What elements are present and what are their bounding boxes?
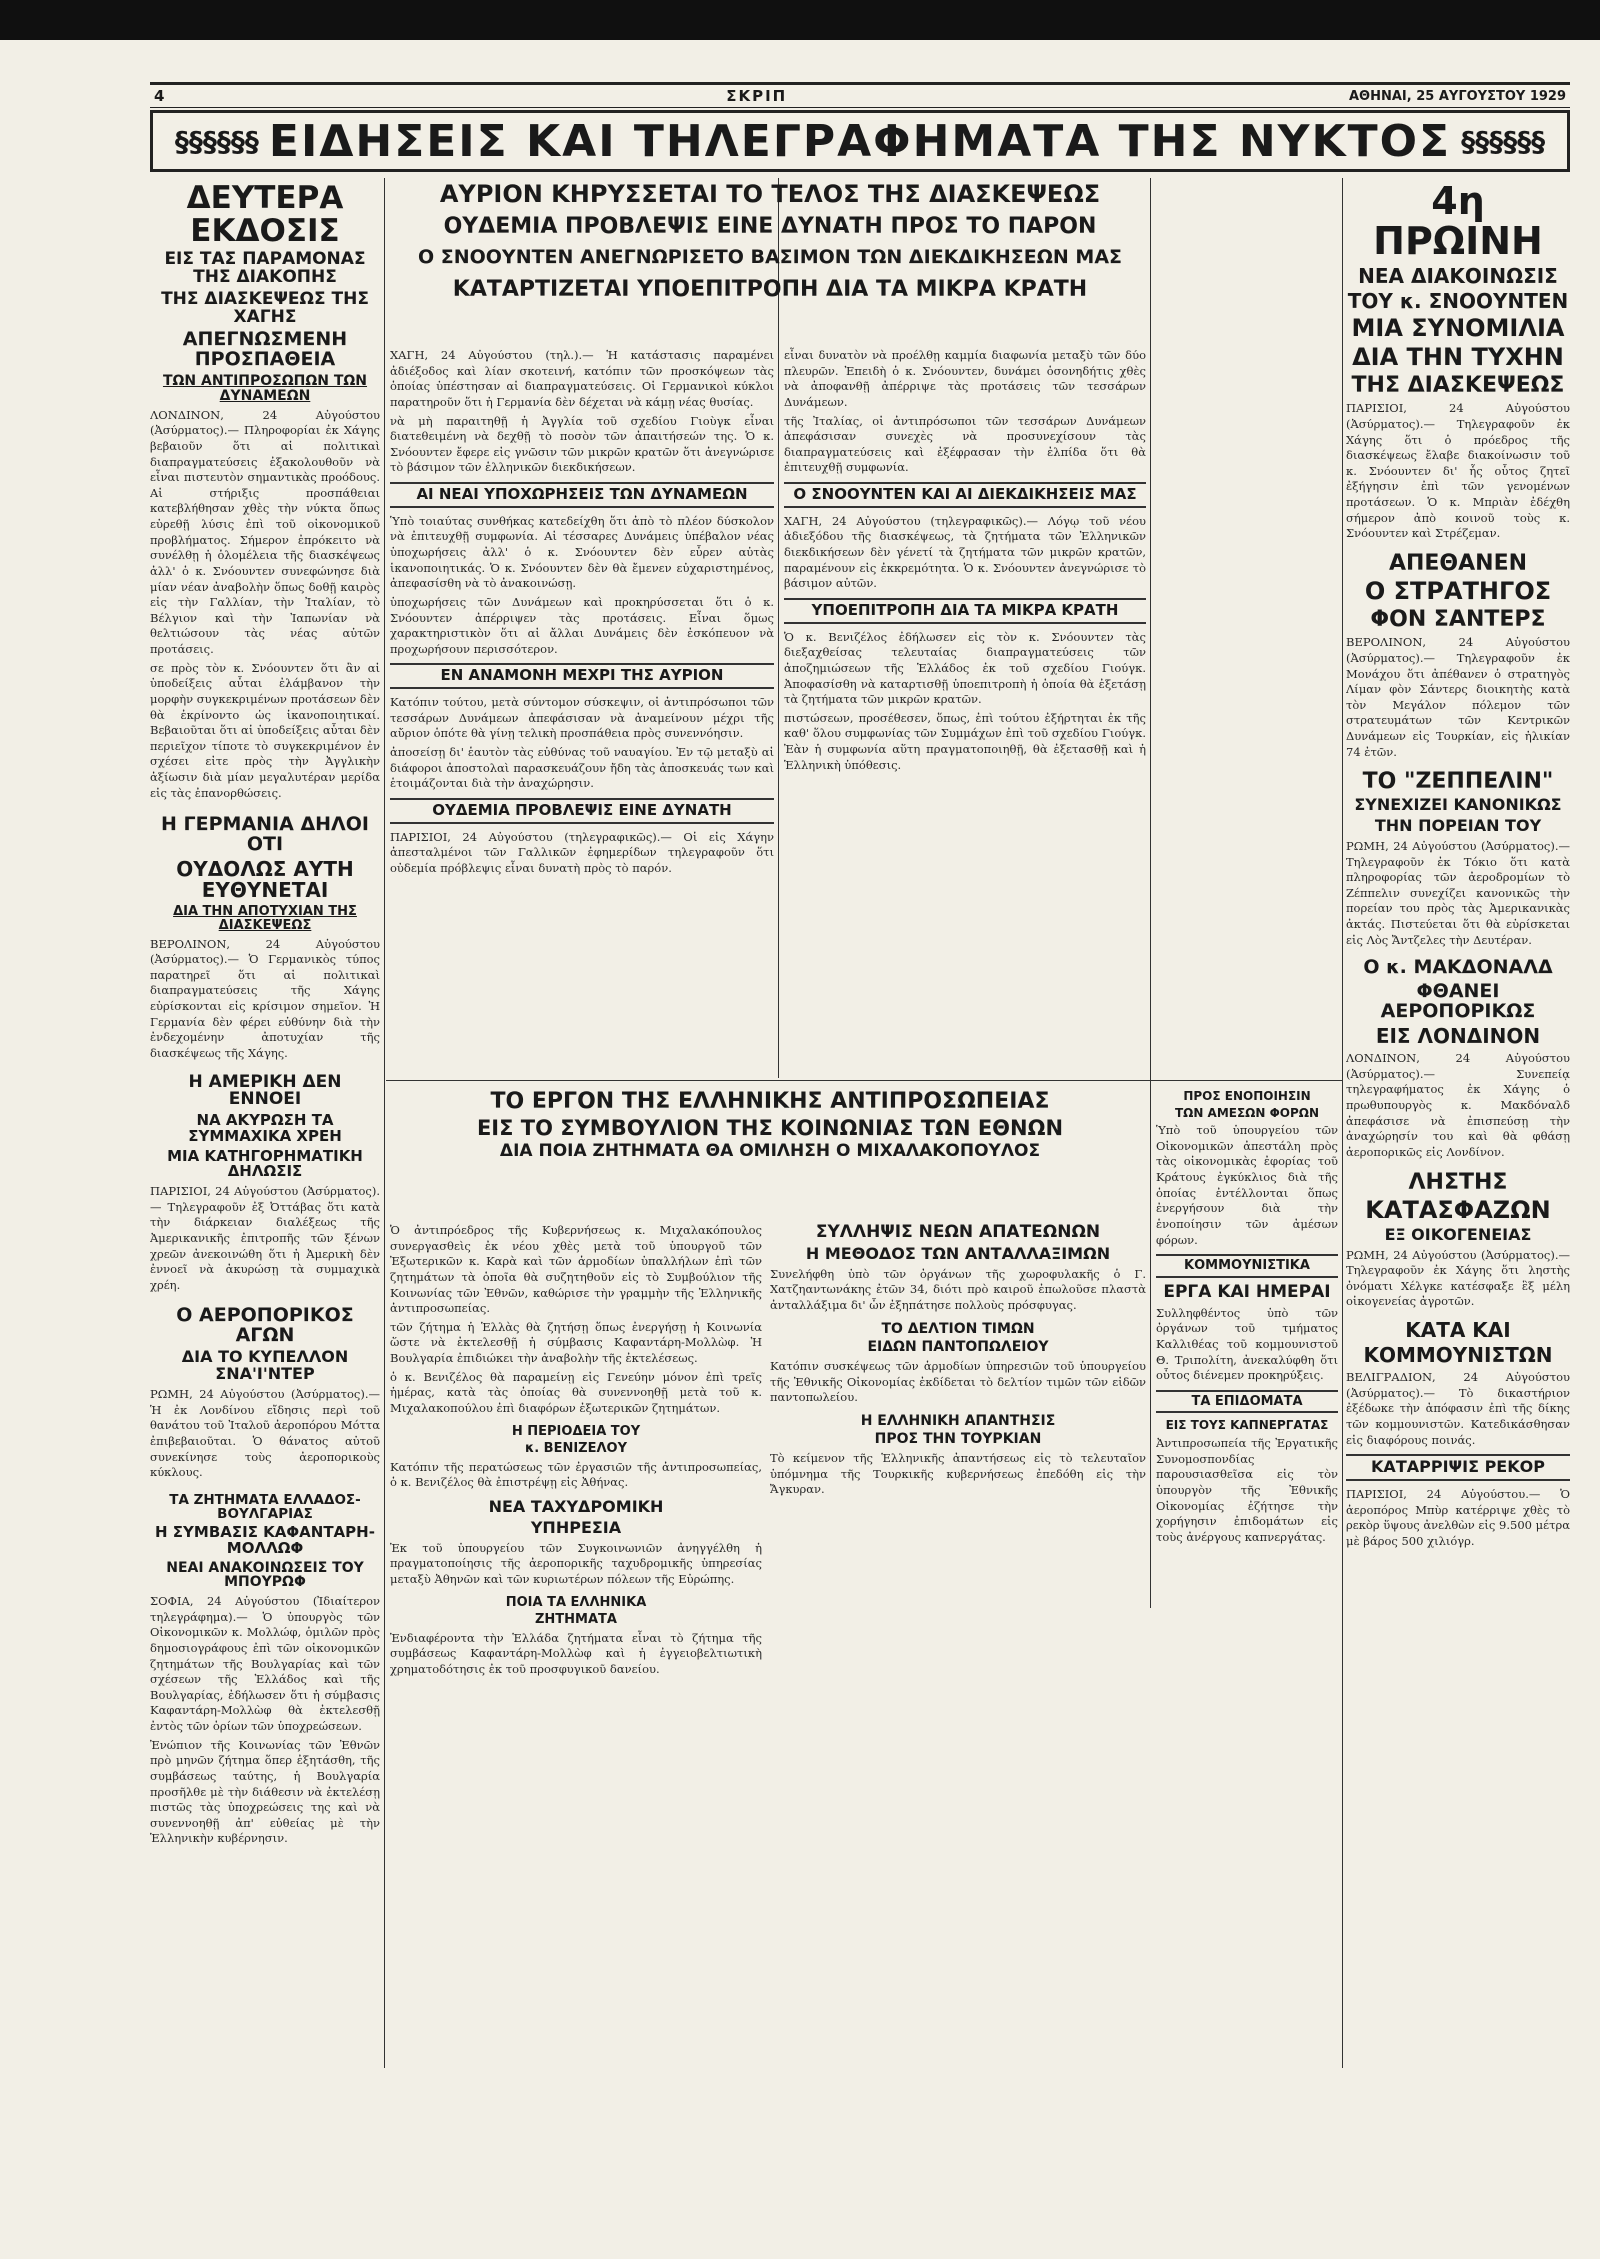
headline: Ο ΣΤΡΑΤΗΓΟΣ <box>1364 576 1552 605</box>
headline: Ο ΣΝΟΟΥΝΤΕΝ ΑΝΕΓΝΩΡΙΣΕΤΟ ΒΑΣΙΜΟΝ ΤΩΝ ΔΙΕΚΔΙΚΗΣΕΩΝ ΜΑΣ <box>417 246 1123 269</box>
headline: ΕΞ ΟΙΚΟΓΕΝΕΙΑΣ <box>1384 1224 1532 1244</box>
page-number: 4 <box>154 87 165 105</box>
headline: ΤΗΣ ΔΙΑΣΚΕΨΕΩΣ <box>1351 373 1565 399</box>
article-text: ΡΩΜΗ, 24 Αὐγούστου (Ἀσύρματος).— Τηλεγραφοῦν ἐκ Χάγης ὅτι ληστὴς ὀνόματι Χέλγκε κατέσφαξε ἓξ μέλη οἰκογενείας ἀγροτῶν. <box>1346 1247 1570 1309</box>
headline: Ο ΣΝΟΟΥΝΤΕΝ ΚΑΙ ΑΙ ΔΙΕΚΔΙΚΗΣΕΙΣ ΜΑΣ <box>784 482 1146 508</box>
article-text: ΣΟΦΙΑ, 24 Αὐγούστου (Ἰδιαίτερον τηλεγράφημα).— Ὁ ὑπουργὸς τῶν Οἰκονομικῶν κ. Μολλώφ, ὁμιλῶν πρὸς δημοσιογράφους ἐπὶ τῶν οἰκονομικῶν ζητημάτων τῆς Βουλγαρίας καὶ τῶν σχέσεων τῆς Ἑλλάδος καὶ τῆς Βουλγαρίας, ἐδήλωσεν ὅτι ἡ σύμβασις Καφαντάρη-Μολλὼφ θὰ ἐκτελεσθῇ ἐντὸς τῶν ὁρίων τῶν ὑποχρεώσεων. <box>150 1594 380 1733</box>
article-text: ἀποσείσῃ δι' ἑαυτὸν τὰς εὐθύνας τοῦ ναυαγίου. Ἐν τῷ μεταξὺ αἱ διάφοροι ἀποστολαὶ παρασκευάζουν ἤδη τὰς ἀποσκευάς των καὶ ἑτοιμάζονται διὰ τὴν ἀναχώρησιν. <box>390 745 774 791</box>
article-text: Κατόπιν τούτου, μετὰ σύντομον σύσκεψιν, οἱ ἀντιπρόσωποι τῶν τεσσάρων Δυνάμεων ἀπεφάσισαν νὰ ἀναμείνουν μέχρι τῆς αὔριον ὁπότε θὰ γίνῃ τελικὴ προσπάθεια πρὸς συνεννόησιν. <box>390 695 774 741</box>
column-3-lower <box>1156 1086 1338 2066</box>
article-text: σε πρὸς τὸν κ. Σνόουντεν ὅτι ἂν αἱ ὑποδείξεις αὗται ἐλάμβανον τὴν μορφὴν συγκεκριμένων προτάσεων δὲν θὰ ἐκρίνοντο ὡς ἱκανοποιητικαί. Βεβαιοῦται ὅτι αἱ ὑποδείξεις αὗται δὲν περιεῖχον τίποτε τὸ συγκεκριμένον ἐν σχέσει εἰτε πρὸς τὴν Ἀγγλικὴν ἀξίωσιν διὰ μίαν μεγαλυτέραν μερίδα εἰς τὰς ἐπανορθώσεις. <box>150 660 380 800</box>
headline: ΚΑΤΑΣΦΑΖΩΝ <box>1365 1195 1551 1224</box>
article-text: τῶν ζήτημα ἡ Ἑλλὰς θὰ ζητήσῃ ὅπως ἐνεργήσῃ ἡ Κοινωνία ὥστε νὰ ἐκτελεσθῇ ἡ σύμβασις Καφαντάρη-Μολλὼφ. Ἡ Βουλγαρία ἐπιδιώκει τὴν ἀναβολὴν τῆς ἐκτελέσεως. <box>390 1319 762 1365</box>
edition-label: ΔΕΥΤΕΡΑ ΕΚΔΟΣΙΣ <box>186 180 344 249</box>
article-text: Ἐκ τοῦ ὑπουργείου τῶν Συγκοινωνιῶν ἀνηγγέλθη ἡ πραγματοποίησις τῆς ἀεροπορικῆς ταχυδρομικῆς ὑπηρεσίας μεταξὺ Ἀθηνῶν καὶ τῶν κυριωτέρων πόλεων τῆς Εὐρώπης. <box>390 1540 762 1586</box>
article-text: ΧΑΓΗ, 24 Αὐγούστου (τηλεγραφικῶς).— Λόγῳ τοῦ νέου ἀδιεξόδου τῆς διασκέψεως, τὰ ζητήματα τῶν Ἑλληνικῶν διεκδικήσεων δὲν γένετί τὰ ζητήματα τῶν μικρῶν κρατῶν, παραμένουν εἰς ἐκκρεμότητα. Ὁ κ. Σνόουντεν ἀνεγνώρισε τὸ βάσιμον αὐτῶν. <box>784 513 1146 591</box>
headline: ΖΗΤΗΜΑΤΑ <box>535 1612 617 1628</box>
headline: ΤΟ ΔΕΛΤΙΟΝ ΤΙΜΩΝ <box>881 1320 1035 1337</box>
article-text: ΠΑΡΙΣΙΟΙ, 24 Αὐγούστου.— Ὁ ἀεροπόρος Μπὺρ κατέρριψε χθὲς τὸ ρεκὸρ ὕψους ἀνελθὼν εἰς 9.500 μέτρα μὲ βάρος 500 χιλιόγρ. <box>1346 1487 1570 1548</box>
column-rule <box>1150 178 1151 1608</box>
section-banner <box>150 110 1570 172</box>
article-text: ΒΕΛΙΓΡΑΔΙΟΝ, 24 Αὐγούστου (Ἀσύρματος).— Τὸ δικαστήριον ἐξέδωκε τὴν ἀπόφασιν ἐπὶ τῆς δίκης τῶν κομμουνιστῶν. Κατεδικάσθησαν εἰς διαφόρους ποινάς. <box>1346 1370 1570 1447</box>
masthead <box>150 82 1570 108</box>
headline: ΕΙΔΩΝ ΠΑΝΤΟΠΩΛΕΙΟΥ <box>867 1339 1049 1356</box>
headline: ΝΑ ΑΚΥΡΩΣΗ ΤΑ ΣΥΜΜΑΧΙΚΑ ΧΡΕΗ <box>188 1111 342 1145</box>
headline: ΑΥΡΙΟΝ ΚΗΡΥΣΣΕΤΑΙ ΤΟ ΤΕΛΟΣ ΤΗΣ ΔΙΑΣΚΕΨΕΩΣ <box>439 180 1101 208</box>
banner-title: ΕΙΔΗΣΕΙΣ ΚΑΙ ΤΗΛΕΓΡΑΦΗΜΑΤΑ ΤΗΣ ΝΥΚΤΟΣ <box>268 115 1452 167</box>
headline: ΛΗΣΤΗΣ <box>1408 1169 1508 1195</box>
headline: ΠΡΟΣ ΤΗΝ ΤΟΥΡΚΙΑΝ <box>874 1431 1042 1448</box>
headline: ΤΗΣ ΔΙΑΣΚΕΨΕΩΣ ΤΗΣ ΧΑΓΗΣ <box>161 288 369 327</box>
headline: ΣΥΝΕΧΙΖΕΙ ΚΑΝΟΝΙΚΩΣ <box>1354 795 1562 815</box>
headline: ΠΡΟΣ ΕΝΟΠΟΙΗΣΙΝ <box>1183 1089 1311 1103</box>
article-text: τῆς Ἰταλίας, οἱ ἀντιπρόσωποι τῶν τεσσάρων Δυνάμεων ἀπεφάσισαν συνεχὲς νὰ προσυνεχίσουν τὰς διαπραγματεύσεις καὶ ἐξέφρασαν τὴν ἐλπίδα ὅτι θὰ ἐπιτευχθῇ συμφωνία. <box>784 413 1146 475</box>
article-text: Ἐνδιαφέροντα τὴν Ἑλλάδα ζητήματα εἶναι τὸ ζήτημα τῆς συμβάσεως Καφαντάρη-Μολλὼφ καὶ ἡ ἐγγειοβελτιωτικὴ χρηματοδότησις ἐκ τοῦ προσφυγικοῦ δανείου. <box>390 1630 762 1677</box>
headline: ΣΥΛΛΗΨΙΣ ΝΕΩΝ ΑΠΑΤΕΩΝΩΝ <box>815 1222 1101 1242</box>
article-text: Ὁ κ. Βενιζέλος ἐδήλωσεν εἰς τὸν κ. Σνόουντεν τὰς διεξαχθείσας τελευταίας διαπραγματεύσεις τῶν ἀποζημιώσεων τῆς Ἑλλάδος ἐκ τοῦ σχεδίου Γιούγκ. Ἀποφασίσθη νὰ καταρτισθῇ ὑποεπιτροπὴ ἡ ὁποία θὰ ἐξετάσῃ τὰ ζητήματα τῶν μικρῶν κρατῶν. <box>784 629 1146 707</box>
headline: Ο ΑΕΡΟΠΟΡΙΚΟΣ ΑΓΩΝ <box>176 1303 354 1346</box>
column-rule <box>1342 178 1343 2068</box>
headline: ΥΠΟΕΠΙΤΡΟΠΗ ΔΙΑ ΤΑ ΜΙΚΡΑ ΚΡΑΤΗ <box>784 598 1146 624</box>
article-text: ΒΕΡΟΛΙΝΟΝ, 24 Αὐγούστου (Ἀσύρματος).— Ὁ Γερμανικὸς τύπος παρατηρεῖ ὅτι αἱ πολιτικαὶ διαπραγματεύσεις τῆς Χάγης εὑρίσκονται εἰς κρίσιμον σημεῖον. Ἡ Γερμανία δὲν φέρει εὐθύνην διὰ τὴν ἐνδεχομένην ἀποτυχίαν τῆς διασκέψεως τῆς Χάγης. <box>150 936 380 1060</box>
headline: Ο κ. ΜΑΚΔΟΝΑΛΔ <box>1363 956 1553 979</box>
issue-date: ΑΘΗΝΑΙ, 25 ΑΥΓΟΥΣΤΟΥ 1929 <box>1349 88 1566 104</box>
headline: ΤΑ ΕΠΙΔΟΜΑΤΑ <box>1156 1390 1338 1414</box>
headline: Η ΜΕΘΟΔΟΣ ΤΩΝ ΑΝΤΑΛΛΑΞΙΜΩΝ <box>805 1243 1111 1263</box>
article-text: ΠΑΡΙΣΙΟΙ, 24 Αὐγούστου (τηλεγραφικῶς).— Οἱ εἰς Χάγην ἀπεσταλμένοι τῶν Γαλλικῶν ἐφημερίδων τηλεγραφοῦν ὅτι οὐδεμία πρόβλεψις εἶναι δυνατὴ πρὸς τὸ παρόν. <box>390 829 774 875</box>
headline: ΦΘΑΝΕΙ ΑΕΡΟΠΟΡΙΚΩΣ <box>1380 980 1536 1023</box>
headline: ΥΠΗΡΕΣΙΑ <box>530 1517 622 1537</box>
headline: ΤΟ ΕΡΓΟΝ ΤΗΣ ΕΛΛΗΝΙΚΗΣ ΑΝΤΙΠΡΟΣΩΠΕΙΑΣ <box>490 1089 1050 1114</box>
article-text: ὑποχωρήσεις τῶν Δυνάμεων καὶ προκηρύσσεται ὅτι ὁ κ. Σνόουντεν ἀπέρριψεν τὰς προτάσεις. Εἶναι ὅμως χαρακτηριστικὸν ὅτι αἱ ἄλλαι Δυνάμεις δὲν ἐσκόπευον νὰ προχωρήσουν περισσότερον. <box>390 594 774 656</box>
headline: ΚΟΜΜΟΥΝΙΣΤΙΚΑ <box>1156 1254 1338 1278</box>
headline: ΔΙΑ ΤΗΝ ΤΥΧΗΝ <box>1352 342 1564 371</box>
mid-story-headlines <box>390 1086 1150 1226</box>
headline: ΤΩΝ ΑΝΤΙΠΡΟΣΩΠΩΝ ΤΩΝ ΔΥΝΑΜΕΩΝ <box>162 373 368 405</box>
article-text: Ἐνώπιον τῆς Κοινωνίας τῶν Ἐθνῶν πρὸ μηνῶν ζήτημα ὅπερ ἐξητάσθη, τῆς συμβάσεως ταύτης, ἡ Βουλγαρία προσῆλθε μὲ τὴν διάθεσιν νὰ ἐκτελέσῃ πιστῶς τὰς ὑποχρεώσεις της καὶ νὰ συνεννοηθῇ ἀπ' εὐθείας μὲ τὴν Ἑλληνικὴν κυβέρνησιν. <box>150 1737 380 1846</box>
headline: ΚΑΤΑΡΡΙΨΙΣ ΡΕΚΟΡ <box>1346 1454 1570 1481</box>
section-rule <box>386 1080 1342 1081</box>
article-text: ΡΩΜΗ, 24 Αὐγούστου (Ἀσύρματος).— Τηλεγραφοῦν ἐκ Τόκιο ὅτι κατὰ πληροφορίας τῶν ἀεροδρομίων τὸ Ζέππελιν συνεχίζει κανονικῶς τὴν πορείαν του πρὸς τὰς Ἀμερικανικὰς ἀκτάς. Πιστεύεται ὅτι θὰ εὑρίσκεται εἰς Λὸς Ἄντζελες τὴν Δευτέραν. <box>1346 838 1570 947</box>
headline: ΜΙΑ ΣΥΝΟΜΙΛΙΑ <box>1351 313 1565 342</box>
article-text: ΛΟΝΔΙΝΟΝ, 24 Αὐγούστου (Ἀσύρματος).— Πληροφορίαι ἐκ Χάγης βεβαιοῦν ὅτι αἱ πολιτικαὶ διαπραγματεύσεις ἐξακολουθοῦν νὰ εἶναι πιστευτὸν σημαντικὰς προόδους. Αἱ στήριξις προσπάθειαι κατεβλήθησαν χθὲς τὴν νύκτα ὅπως εὑρεθῇ λύσις ἐπὶ τοῦ οἰκονομικοῦ προβλήματος. Σήμερον ἐπρόκειτο νὰ συνέλθῃ ἡ ὁλομέλεια τῆς διασκέψεως ἀλλ' ὁ κ. Σνόουντεν συνεφώνησε διὰ μίαν νέαν ἀναβολὴν ὅπως δοθῇ καιρὸς εἰς τὴν Γαλλίαν, τὴν Ἰταλίαν, τὸ Βέλγιον καὶ τὴν Ἰαπωνίαν νὰ θελτιώσουν τὰς νέας αὐτῶν προτάσεις. <box>150 407 380 657</box>
article-text: ΠΑΡΙΣΙΟΙ, 24 Αὐγούστου (Ἀσύρματος).— Τηλεγραφοῦν ἐκ Χάγης ὅτι ὁ πρόεδρος τῆς διασκέψεως ἔλαβε διακοίνωσιν τοῦ κ. Σνόουντεν δι' ἧς οὗτος ζητεῖ ἐξήγησιν ἐπὶ τῶν γενομένων προτάσεων. Ὁ κ. Μπριὰν ἐδέχθη σήμερον ἀπὸ κοινοῦ τοὺς κ. Σνόουντεν καὶ Στρέζεμαν. <box>1346 401 1570 541</box>
headline: 4η ΠΡΩΙΝΗ <box>1373 179 1543 263</box>
headline: Η ΑΜΕΡΙΚΗ ΔΕΝ ΕΝΝΟΕΙ <box>188 1071 342 1110</box>
headline: ΠΟΙΑ ΤΑ ΕΛΛΗΝΙΚΑ <box>505 1594 647 1610</box>
headline: Η ΣΥΜΒΑΣΙΣ ΚΑΦΑΝΤΑΡΗ-ΜΟΛΛΩΦ <box>155 1523 375 1557</box>
headline: ΤΟ "ΖΕΠΠΕΛΙΝ" <box>1362 769 1554 795</box>
article-text: Συνελήφθη ὑπὸ τῶν ὀργάνων τῆς χωροφυλακῆς ὁ Γ. Χατζηαντωνάκης ἐτῶν 34, διότι πρὸ καιροῦ ἐπωλοῦσε πλαστὰ ἀνταλλάξιμα δι' ὧν ἐξηπάτησε πολλοὺς πρόσφυγας. <box>770 1266 1146 1312</box>
mid-column-right <box>770 1220 1146 2070</box>
article-text: ΛΟΝΔΙΝΟΝ, 24 Αὐγούστου (Ἀσύρματος).— Συνεπείᾳ τηλεγραφήματος ἐκ Χάγης ὁ πρωθυπουργὸς κ. Μακδόναλδ ἀπεφάσισε νὰ ἐπισπεύσῃ τὴν ἀναχώρησίν του καὶ θὰ φθάσῃ ἀεροπορικῶς εἰς Λονδίνον. <box>1346 1051 1570 1159</box>
article-text: ΧΑΓΗ, 24 Αὐγούστου (τηλ.).— Ἡ κατάστασις παραμένει ἀδιέξοδος καὶ λίαν σκοτεινή, κατόπιν τῶν προσκόψεων τὰς ὁποίας ὑπέστησαν αἱ διαπραγματεύσεις. Οἱ Γερμανικοὶ κύκλοι παρατηροῦν ὅτι ἡ Γερμανία δὲν δέχεται νὰ κάμῃ νέας θυσίας. <box>390 348 774 409</box>
ornament-right: §§§§§§ <box>1461 124 1546 158</box>
column-4 <box>1346 178 1570 2068</box>
headline: ΔΙΑ ΤΗΝ ΑΠΟΤΥΧΙΑΝ ΤΗΣ ΔΙΑΣΚΕΨΕΩΣ <box>173 904 357 933</box>
headline: ΤΟΥ κ. ΣΝΟΟΥΝΤΕΝ <box>1347 288 1569 313</box>
headline: ΝΕΑ ΔΙΑΚΟΙΝΩΣΙΣ <box>1358 263 1558 288</box>
headline: ΑΠΕΘΑΝΕΝ <box>1388 550 1528 576</box>
headline: Η ΓΕΡΜΑΝΙΑ ΔΗΛΟΙ ΟΤΙ <box>161 813 369 856</box>
article-text: Κατόπιν τῆς περατώσεως τῶν ἐργασιῶν τῆς ἀντιπροσωπείας, ὁ κ. Βενιζέλος θὰ ἐπιστρέψῃ εἰς Ἀθήνας. <box>390 1459 762 1490</box>
top-story-headlines <box>390 178 1150 338</box>
headline: ΜΙΑ ΚΑΤΗΓΟΡΗΜΑΤΙΚΗ ΔΗΛΩΣΙΣ <box>167 1146 363 1181</box>
headline: ΔΙΑ ΤΟ ΚΥΠΕΛΛΟΝ ΣΝΑ'Ι'ΝΤΕΡ <box>181 1347 349 1384</box>
headline: ΤΗΝ ΠΟΡΕΙΑΝ ΤΟΥ <box>1374 816 1542 836</box>
headline: ΕΙΣ ΤΟ ΣΥΜΒΟΥΛΙΟΝ ΤΗΣ ΚΟΙΝΩΝΙΑΣ ΤΩΝ ΕΘΝΩΝ <box>476 1116 1064 1141</box>
column-2 <box>390 345 774 1075</box>
column-1 <box>150 178 380 2068</box>
headline: κ. ΒΕΝΙΖΕΛΟΥ <box>524 1441 628 1457</box>
article-text: πιστώσεων, προσέθεσεν, ὅπως, ἐπὶ τούτου ἐξήρτηται ἐκ τῆς καθ' ὅλου συμφωνίας τῶν Συμμάχων ἐπὶ τοῦ σχεδίου Γιούγκ. Ἐὰν ἡ συμφωνία αὕτη πραγματοποιηθῇ, θὰ ἐξετασθῇ καὶ ἡ Ἑλληνικὴ ὑπόθεσις. <box>784 710 1146 772</box>
headline: ΚΟΜΜΟΥΝΙΣΤΩΝ <box>1363 1343 1553 1368</box>
headline: Η ΕΛΛΗΝΙΚΗ ΑΠΑΝΤΗΣΙΣ <box>860 1412 1056 1429</box>
article-text: Τὸ κείμενον τῆς Ἑλληνικῆς ἀπαντήσεως εἰς τὸ τελευταῖον ὑπόμνημα τῆς Τουρκικῆς κυβερνήσεως ἐπεδόθη εἰς τὴν Ἄγκυραν. <box>770 1451 1146 1497</box>
article-text: Κατόπιν συσκέψεως τῶν ἁρμοδίων ὑπηρεσιῶν τοῦ ὑπουργείου τῆς Ἐθνικῆς Οἰκονομίας ἐκδίδεται τὸ δελτίον τιμῶν τῶν εἰδῶν παντοπωλείου. <box>770 1358 1146 1405</box>
headline: ΚΑΤΑ ΚΑΙ <box>1405 1318 1511 1343</box>
article-text: νὰ μὴ παραιτηθῇ ἡ Ἀγγλία τοῦ σχεδίου Γιοὺγκ εἶναι διατεθειμένη νὰ δεχθῇ τὸ ποσὸν τῶν ἀπαιτήσεών της. Ὁ κ. Σνόουντεν ἔφερε εἰς γνῶσιν τῶν μικρῶν κρατῶν ὅτι ἀνεγνώρισε τὸ βάσιμον τῶν ἑλληνικῶν διεκδικήσεων. <box>390 413 774 475</box>
headline: ΚΑΤΑΡΤΙΖΕΤΑΙ ΥΠΟΕΠΙΤΡΟΠΗ ΔΙΑ ΤΑ ΜΙΚΡΑ ΚΡΑΤΗ <box>452 277 1088 303</box>
article-text: ΒΕΡΟΛΙΝΟΝ, 24 Αὐγούστου (Ἀσύρματος).— Τηλεγραφοῦν ἐκ Μονάχου ὅτι ἀπέθανεν ὁ στρατηγὸς Λίμαν φὸν Σάντερς διοικητὴς κατὰ τὸν Μεγάλον πόλεμον τῶν στρατευμάτων τῶν Κεντρικῶν Δυνάμεων εἰς Τουρκίαν, εἰς ἡλικίαν 74 ἐτῶν. <box>1346 635 1570 759</box>
headline: ΤΩΝ ΑΜΕΣΩΝ ΦΟΡΩΝ <box>1174 1105 1320 1120</box>
headline: ΑΙ ΝΕΑΙ ΥΠΟΧΩΡΗΣΕΙΣ ΤΩΝ ΔΥΝΑΜΕΩΝ <box>390 482 774 508</box>
article-text: Ὑπὸ τοιαύτας συνθήκας κατεδείχθη ὅτι ἀπὸ τὸ πλέον δύσκολον νὰ ἐπιτευχθῇ συμφωνία. Αἱ τέσσαρες Δυνάμεις ὑπέβαλον νέας ὑποχωρήσεις ἀλλ' ὁ κ. Σνόουντεν δὲν εὗρεν αὐτὰς ἱκανοποιητικάς. Ὁ κ. Σνόουντεν δὲν θὰ ἔμενεν εὐχαριστημένος, ἀπεφασίσθη νὰ τὸ ἀνακοινώσῃ. <box>390 513 774 591</box>
paper-name: ΣΚΡΙΠ <box>726 87 788 105</box>
headline: ΦΟΝ ΣΑΝΤΕΡΣ <box>1370 607 1546 633</box>
article-text: εἶναι δυνατὸν νὰ προέλθῃ καμμία διαφωνία μεταξὺ τῶν δύο πλευρῶν. Ἐπειδὴ ὁ κ. Σνόουντεν, δυνάμει ὁσονηδήτις χθὲς νὰ ἀποφανθῇ ἀπέρριψε τὰς προτάσεις τῶν τεσσάρων Δυνάμεων. <box>784 348 1146 409</box>
article-text: ὁ κ. Βενιζέλος θὰ παραμείνῃ εἰς Γενεύην μόνον ἐπὶ τρεῖς ἡμέρας, κατὰ τὰς ὁποίας θὰ συνεννοηθῇ μετὰ τοῦ κ. Μιχαλακοπούλου ἐπὶ διαφόρων ἐξωτερικῶν ζητημάτων. <box>390 1369 762 1415</box>
headline: ΟΥΔΕΜΙΑ ΠΡΟΒΛΕΨΙΣ ΕΙΝΕ ΔΥΝΑΤΗ <box>390 798 774 824</box>
headline: ΕΙΣ ΛΟΝΔΙΝΟΝ <box>1375 1024 1541 1049</box>
ornament-left: §§§§§§ <box>174 124 259 158</box>
headline: ΟΥΔΕΜΙΑ ΠΡΟΒΛΕΨΙΣ ΕΙΝΕ ΔΥΝΑΤΗ ΠΡΟΣ ΤΟ ΠΑΡΟΝ <box>443 214 1097 240</box>
top-black-band <box>0 0 1600 40</box>
headline: ΕΙΣ ΤΟΥΣ ΚΑΠΝΕΡΓΑΤΑΣ <box>1165 1418 1329 1433</box>
headline: ΔΙΑ ΠΟΙΑ ΖΗΤΗΜΑΤΑ ΘΑ ΟΜΙΛΗΣΗ Ο ΜΙΧΑΛΑΚΟΠΟΥΛΟΣ <box>499 1141 1041 1162</box>
headline: ΤΑ ΖΗΤΗΜΑΤΑ ΕΛΛΑΔΟΣ-ΒΟΥΛΓΑΡΙΑΣ <box>169 1491 361 1522</box>
headline: ΑΠΕΓΝΩΣΜΕΝΗ ΠΡΟΣΠΑΘΕΙΑ <box>182 328 348 371</box>
column-rule <box>384 178 385 2068</box>
article-text: Ἀντιπροσωπεία τῆς Ἐργατικῆς Συνομοσπονδίας παρουσιασθεῖσα εἰς τὸν ὑπουργὸν τῆς Ἐθνικῆς Οἰκονομίας ἐζήτησε τὴν χορήγησιν ἐπιδομάτων εἰς τοὺς ἀνέργους καπνεργάτας. <box>1156 1436 1338 1544</box>
headline: ΕΙΣ ΤΑΣ ΠΑΡΑΜΟΝΑΣ ΤΗΣ ΔΙΑΚΟΠΗΣ <box>164 249 366 287</box>
headline: ΟΥΔΟΛΩΣ ΑΥΤΗ ΕΥΘΥΝΕΤΑΙ <box>176 857 354 903</box>
article-text: Ὑπὸ τοῦ ὑπουργείου τῶν Οἰκονομικῶν ἀπεστάλη πρὸς τὰς οἰκονομικὰς ἐφορίας τοῦ Κράτους ἐγκύκλιος διὰ τῆς ὁποίας ἐντέλλονται ὅπως ἐνεργήσουν διὰ τὴν ἑνοποίησιν τῶν ἀμέσων φόρων. <box>1156 1123 1338 1247</box>
headline: ΝΕΑΙ ΑΝΑΚΟΙΝΩΣΕΙΣ ΤΟΥ ΜΠΟΥΡΩΦ <box>166 1559 364 1591</box>
headline: ΕΡΓΑ ΚΑΙ ΗΜΕΡΑΙ <box>1163 1281 1331 1302</box>
headline: ΕΝ ΑΝΑΜΟΝΗ ΜΕΧΡΙ ΤΗΣ ΑΥΡΙΟΝ <box>390 663 774 689</box>
headline: Η ΠΕΡΙΟΔΕΙΑ ΤΟΥ <box>511 1423 641 1439</box>
article-text: ΡΩΜΗ, 24 Αὐγούστου (Ἀσύρματος).— Ἡ ἐκ Λονδίνου εἴδησις περὶ τοῦ θανάτου τοῦ Ἰταλοῦ ἀεροπόρου Μόττα ἐπιβεβαιοῦται. Ὁ θάνατος αὐτοῦ συνεκίνησε τοὺς ἀεροπορικοὺς κύκλους. <box>150 1387 380 1480</box>
mid-column-left <box>390 1220 762 2070</box>
headline: ΝΕΑ ΤΑΧΥΔΡΟΜΙΚΗ <box>488 1497 664 1517</box>
column-3 <box>784 345 1146 1075</box>
article-text: Ὁ ἀντιπρόεδρος τῆς Κυβερνήσεως κ. Μιχαλακόπουλος συνεργασθεὶς ἐκ νέου χθὲς μετὰ τοῦ ὑπουργοῦ τῶν Ἐξωτερικῶν κ. Καρὰ καὶ τῶν ἁρμοδίων ὑπαλλήλων ἐπὶ τῶν ζητημάτων τὰ ὁποῖα θὰ συζητηθοῦν εἰς τὸ Συμβούλιον τῆς Κοινωνίας τῶν Ἐθνῶν, καθώρισε τὴν γραμμὴν τῆς Ἑλληνικῆς ἀντιπροσωπείας. <box>390 1223 762 1316</box>
article-text: ΠΑΡΙΣΙΟΙ, 24 Αὐγούστου (Ἀσύρματος).— Τηλεγραφοῦν ἐξ Ὀττάβας ὅτι κατὰ τὴν διάρκειαν διαλέξεως τῆς Ἀμερικανικῆς ἐπιτροπῆς τῶν ξένων χρεῶν ἀνεκοινώθη ὅτι ἡ Ἀμερικὴ δὲν ἐννοεῖ νὰ ἀκυρώσῃ τὰ συμμαχικὰ χρέη. <box>150 1184 380 1292</box>
article-text: Συλληφθέντος ὑπὸ τῶν ὀργάνων τοῦ τμήματος Καλλιθέας τοῦ κομμουνιστοῦ Θ. Τριπολίτη, ἀνεκαλύφθη ὅτι οὗτος διένεμεν προκηρύξεις. <box>1156 1305 1338 1383</box>
